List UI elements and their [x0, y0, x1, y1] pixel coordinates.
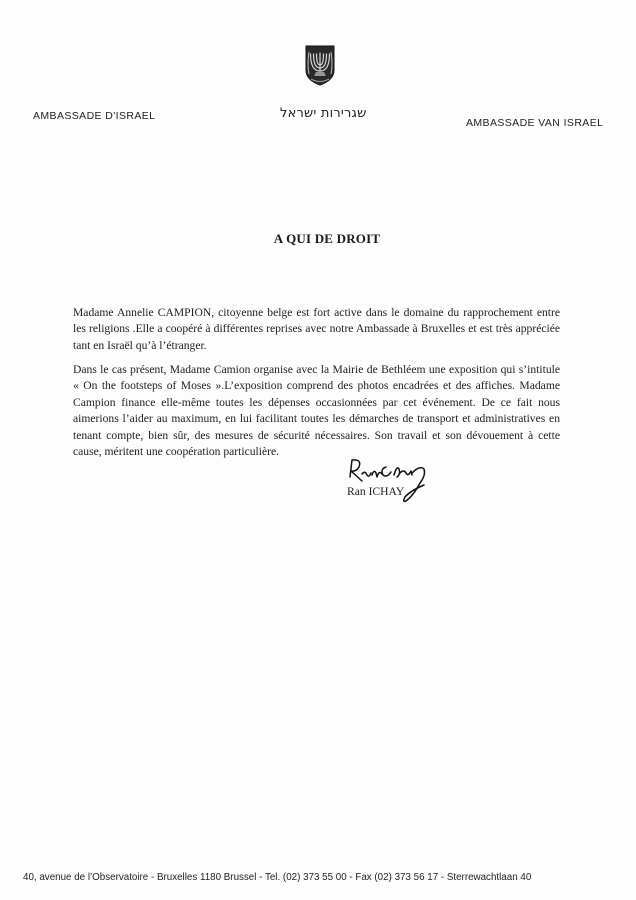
handwritten-signature [340, 455, 440, 507]
signatory-name: Ran ICHAY [347, 485, 405, 498]
letter-paragraph: Dans le cas présent, Madame Camion organise avec la Mairie de Bethléem une exposition qui s’intitule « On the footsteps of Moses ».L’exposition comprend des photos encadrées et des affiches. Madame Campion finance elle-même toutes les dépenses occasionnées par cet événement. De ce fait nous aimerions l’aider au maximum, en lui facilitant toutes les démarches de transport et administratives en tenant compte, bien sûr, des mesures de sécurité nécessaires. Son travail et son dévouement à cette cause, méritent une coopération particulière. [73, 363, 560, 459]
letter-paragraph: Madame Annelie CAMPION, citoyenne belge est fort active dans le domaine du rapprochement entre les religions .Elle a coopéré à différentes reprises avec notre Ambassade à Bruxelles et est très appréciée tant en Israël qu’à l’étranger. [73, 306, 560, 352]
header-embassy-hebrew: שגרירות ישראל [280, 106, 367, 121]
header-embassy-french: AMBASSADE D'ISRAEL [33, 110, 156, 122]
footer-address: 40, avenue de l’Observatoire - Bruxelles 1180 Brussel - Tel. (02) 373 55 00 - Fax (02) 373 56 17 - Sterrewachtlaan 40 [23, 872, 532, 883]
menorah-emblem-icon [303, 44, 337, 86]
header-embassy-dutch: AMBASSADE VAN ISRAEL [466, 117, 604, 129]
letter-title: A QUI DE DROIT [273, 231, 381, 246]
